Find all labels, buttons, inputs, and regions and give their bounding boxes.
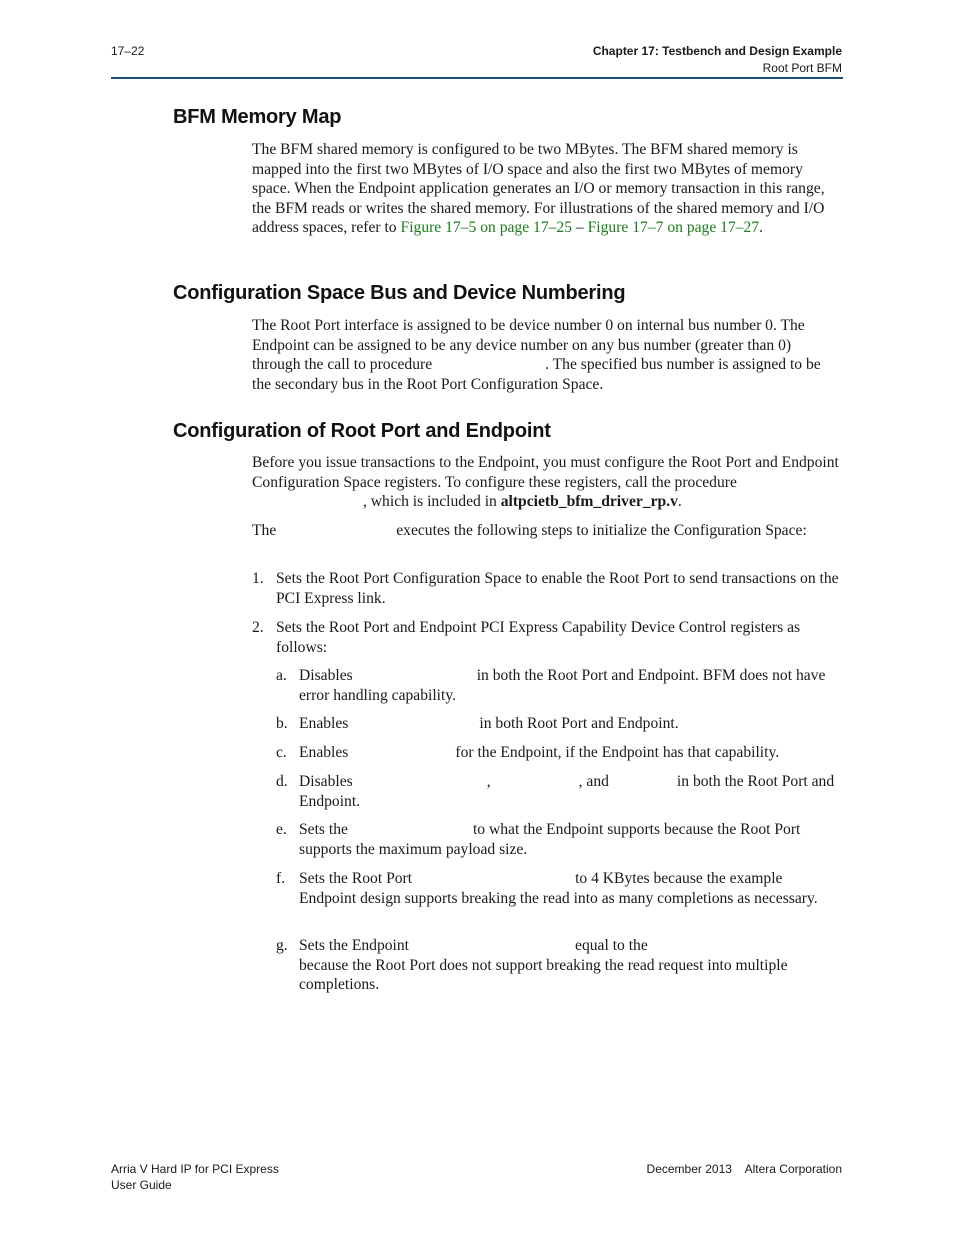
period: . [759,219,764,237]
section-title: Root Port BFM [762,61,842,75]
period: . [677,493,682,511]
substep-f-text-2: to 4 KBytes because the example Endpoint design supports breaking the read into as many completions as necessary. [299,870,818,907]
footer-title-line-1: Arria V Hard IP for PCI Express [111,1162,279,1176]
config-text-a: Before you issue transactions to the Endpoint, you must configure the Root Port and Endpoint Configuration Space registers. To configure these registers, call the procedure [252,454,839,491]
substep-label: b. [276,715,288,732]
steps-intro-b: executes the following steps to initialize the Configuration Space: [396,522,807,539]
substep-a-text-1: Disables [299,667,353,684]
running-header [593,43,842,77]
substep-a [299,666,842,705]
substep-g-text-3: because the Root Port does not support breaking the read request into multiple completions. [299,956,788,994]
paragraph-config-intro [252,453,842,512]
substep-f [299,869,842,908]
substep-d-text-2: , [486,773,491,790]
link-figure-17-7[interactable]: Figure 17–7 on page 17–27 [587,219,760,237]
substep-e [299,820,842,859]
step-2: Sets the Root Port and Endpoint PCI Express Capability Device Control registers as follows: [276,619,801,656]
memory-map-text: The BFM shared memory is configured to be two MBytes. The BFM shared memory is mapped into the first two MBytes of I/O space and also the first two MBytes of memory space. When the Endpoint application generates an I/O or memory transaction in this range, the BFM reads or writes the shared memory. For illustrations of the shared memory and I/O address spaces, refer to [252,141,825,237]
heading-root-port-config: Configuration of Root Port and Endpoint [173,420,551,442]
substep-d-text-1: Disables [299,773,353,790]
step-1: Sets the Root Port Configuration Space to enable the Root Port to send transactions on the PCI Express link. [276,570,839,607]
footer-document-title [111,1161,279,1193]
substep-d-text-4: in both the Root Port and Endpoint. [299,773,835,810]
substep-label: e. [276,821,287,838]
substep-label: f. [276,870,286,887]
substep-e-text-2: to what the Endpoint supports because the Root Port supports the maximum payload size. [299,821,801,858]
substep-label: c. [276,744,287,761]
filename-driver: altpcietb_bfm_driver_rp.v [500,493,678,511]
heading-bfm-memory-map: BFM Memory Map [173,106,342,128]
chapter-title: Chapter 17: Testbench and Design Example [592,44,842,58]
paragraph-memory-map [252,140,842,238]
substep-g [299,936,842,995]
substep-label: g. [276,937,288,954]
substep-b-text-1: Enables [299,715,349,732]
footer-date-company: December 2013 Altera Corporation [646,1162,842,1176]
substep-g-text-2: equal to the [575,937,648,954]
step-number: 1. [252,570,264,587]
link-figure-17-5[interactable]: Figure 17–5 on page 17–25 [400,219,573,237]
paragraph-bus-numbering [252,316,842,394]
bus-text-a: The Root Port interface is assigned to be device number 0 on internal bus number 0. The Endpoint can be assigned to be any device number on any bus number (greater than 0) through the call to procedure [252,317,805,374]
substep-f-text-1: Sets the Root Port [299,870,413,887]
substep-e-text-1: Sets the [299,821,348,838]
config-text-b: , which is included in [363,493,501,511]
substep-g-text-1: Sets the Endpoint [299,937,410,954]
substep-a-text-2: in both the Root Port and Endpoint. BFM does not have error handling capability. [299,667,826,704]
heading-bus-numbering: Configuration Space Bus and Device Numbering [173,282,626,304]
substep-d [299,772,842,811]
substep-label: a. [276,667,287,684]
footer-title-line-2: User Guide [111,1178,172,1192]
bus-text-b: . The specified bus number is assigned to be the secondary bus in the Root Port Configuration Space. [252,356,821,393]
steps-intro-a: The [252,522,277,539]
substep-b [299,714,842,734]
page-number: 17–22 [111,44,145,58]
paragraph-config-steps-intro [252,521,842,541]
substep-label: d. [276,773,288,790]
step-number: 2. [252,619,264,636]
substep-c-text-1: Enables [299,744,349,761]
substep-b-text-2: in both Root Port and Endpoint. [479,715,679,732]
substep-d-text-3: , and [578,773,609,790]
header-rule [111,77,843,79]
substep-c [299,743,842,763]
substep-c-text-2: for the Endpoint, if the Endpoint has that capability. [455,744,780,761]
dash: – [572,219,588,237]
